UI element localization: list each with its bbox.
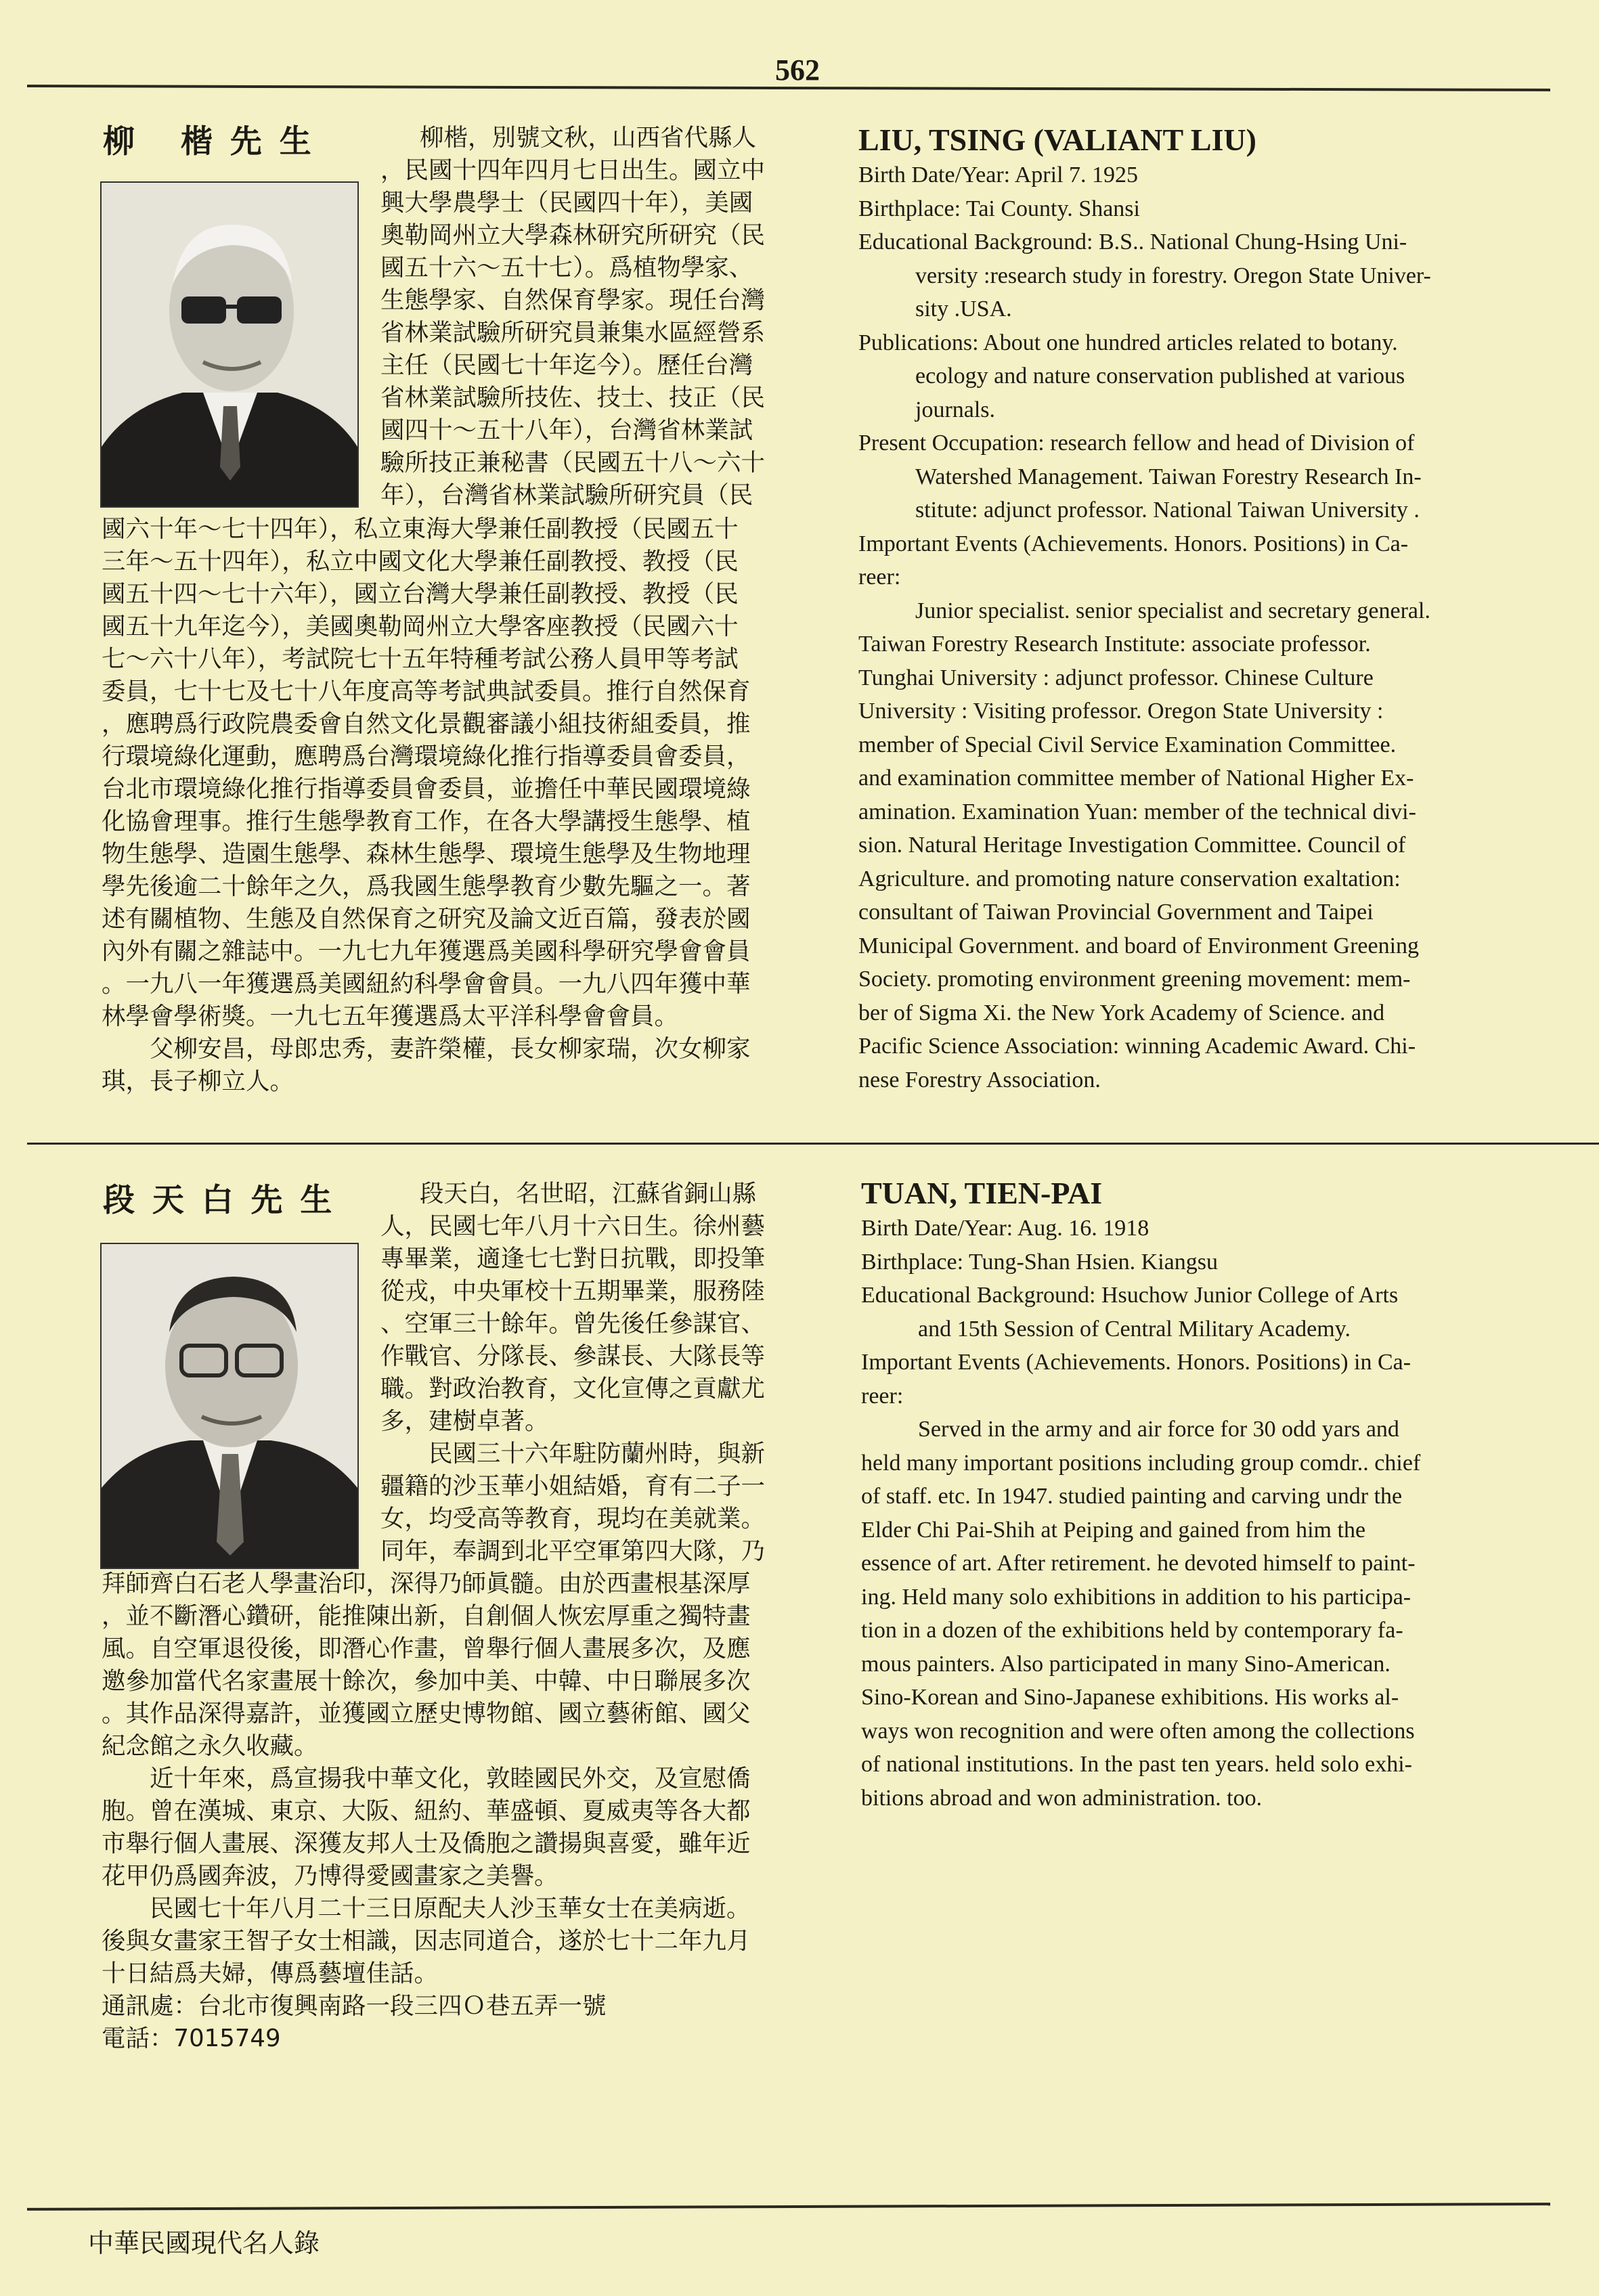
intro-line: 職。對政治教育，文化宣傳之貢獻尤	[380, 1375, 766, 1403]
intro-line: 疆籍的沙玉華小姐結婚，育有二子一	[380, 1472, 766, 1500]
english-detail-line: Tunghai University : adjunct professor. Chinese Culture	[858, 665, 1374, 690]
body-line: 內外有關之雜誌中。一九七九年獲選爲美國科學研究學會會員	[102, 937, 751, 965]
body-line: 述有關植物、生態及自然保育之研究及論文近百篇，發表於國	[102, 905, 751, 933]
intro-line: 奧勒岡州立大學森林研究所研究（民	[380, 221, 766, 249]
body-line: 七～六十八年），考試院七十五年特種考試公務人員甲等考試	[102, 645, 739, 673]
english-detail-line: of national institutions. In the past ten years. held solo exhi-	[861, 1752, 1412, 1777]
english-detail-line: essence of art. After retirement. he devoted himself to paint-	[861, 1551, 1416, 1576]
body-line: 台北市環境綠化推行指導委員會委員，並擔任中華民國環境綠	[102, 775, 751, 803]
intro-line: 生態學家、自然保育學家。現任台灣	[380, 286, 766, 314]
body-line: 拜師齊白石老人學畫治印，深得乃師眞髓。由於西畫根基深厚	[102, 1570, 751, 1597]
portrait-image	[102, 1244, 357, 1568]
page-footer-title: 中華民國現代名人錄	[88, 2228, 320, 2258]
body-line: 。一九八一年獲選爲美國紐約科學會會員。一九八四年獲中華	[102, 970, 751, 998]
family-line: 父柳安昌，母郎忠秀，妻許榮權，長女柳家瑞，次女柳家	[102, 1035, 751, 1063]
entry-2-english-details	[861, 1212, 1420, 1815]
body-line: 邀參加當代名家畫展十餘次，參加中美、中韓、中日聯展多次	[102, 1667, 751, 1695]
english-detail-line: Birth Date/Year: Aug. 16. 1918	[861, 1216, 1149, 1241]
body-line: 三年～五十四年），私立中國文化大學兼任副教授、教授（民	[102, 548, 739, 575]
body-line: 學先後逾二十餘年之久，爲我國生態學教育少數先驅之一。著	[102, 873, 751, 900]
english-detail-line: Educational Background: Hsuchow Junior College of Arts	[861, 1283, 1399, 1308]
english-detail-line: stitute: adjunct professor. National Taiwan University .	[915, 498, 1420, 523]
intro-line: 女，均受高等教育，現均在美就業。	[380, 1505, 766, 1532]
english-detail-line: and 15th Session of Central Military Academy.	[918, 1316, 1351, 1342]
intro-line: 人，民國七年八月十六日生。徐州藝	[380, 1212, 766, 1240]
body-line: 市舉行個人畫展、深獲友邦人士及僑胞之讚揚與喜愛，雖年近	[102, 1830, 751, 1857]
intro-line: 省林業試驗所研究員兼集水區經營系	[380, 319, 766, 347]
english-detail-line: Publications: About one hundred articles related to botany.	[858, 330, 1398, 355]
body-line: 物生態學、造園生態學、森林生態學、環境生態學及生物地理	[102, 840, 751, 868]
body-line: 十日結爲夫婦，傳爲藝壇佳話。	[102, 1960, 439, 1987]
intro-line: 興大學農學士（民國四十年），美國	[380, 189, 753, 217]
english-detail-line: nese Forestry Association.	[858, 1067, 1101, 1092]
entry-1-chinese-name: 柳 楷先生	[103, 123, 329, 160]
english-detail-line: sion. Natural Heritage Investigation Committee. Council of	[858, 833, 1406, 858]
english-detail-line: Society. promoting environment greening movement: mem-	[858, 967, 1411, 992]
body-line: 紀念館之永久收藏。	[102, 1732, 318, 1760]
entry-1-english-details	[858, 158, 1431, 1097]
english-detail-line: Birthplace: Tai County. Shansi	[858, 196, 1140, 221]
english-detail-line: Pacific Science Association: winning Academic Award. Chi-	[858, 1034, 1416, 1059]
english-detail-line: ber of Sigma Xi. the New York Academy of Science. and	[858, 1000, 1385, 1025]
english-detail-line: versity :research study in forestry. Oregon State Univer-	[915, 263, 1431, 288]
english-detail-line: bitions abroad and won administration. too.	[861, 1785, 1263, 1811]
body-line: 後與女畫家王智子女士相識，因志同道合，遂於七十二年九月	[102, 1927, 751, 1955]
entry-2-portrait-photo	[100, 1243, 359, 1569]
english-detail-line: and examination committee member of National Higher Ex-	[858, 766, 1414, 791]
english-detail-line: ecology and nature conservation published at various	[915, 363, 1405, 389]
page-number: 562	[775, 53, 820, 87]
english-detail-line: reer:	[861, 1383, 904, 1409]
intro-line: 段天白，名世昭，江蘇省銅山縣	[420, 1180, 757, 1208]
intro-line: 驗所技正兼秘書（民國五十八～六十	[380, 449, 766, 477]
english-detail-line: journals.	[915, 397, 996, 422]
phone-line: 電話：7015749	[102, 2025, 281, 2052]
english-detail-line: Junior specialist. senior specialist and secretary general.	[915, 598, 1430, 623]
english-detail-line: Birth Date/Year: April 7. 1925	[858, 162, 1139, 187]
english-detail-line: University : Visiting professor. Oregon State University :	[858, 699, 1384, 724]
body-line: 林學會學術獎。一九七五年獲選爲太平洋科學會會員。	[102, 1002, 679, 1030]
bottom-rule	[27, 2203, 1550, 2211]
portrait-image	[102, 183, 357, 506]
english-detail-line: Important Events (Achievements. Honors. Positions) in Ca-	[861, 1350, 1411, 1375]
english-detail-line: Elder Chi Pai-Shih at Peiping and gained from him the	[861, 1517, 1366, 1543]
entry-1-chinese-body	[102, 513, 751, 1098]
address-line: 通訊處：台北市復興南路一段三四Ｏ巷五弄一號	[102, 1992, 607, 2020]
english-detail-line: ing. Held many solo exhibitions in addition to his participa-	[861, 1584, 1411, 1610]
family-line: 琪，長子柳立人。	[102, 1067, 294, 1095]
english-detail-line: Agriculture. and promoting nature conservation exaltation:	[858, 866, 1401, 891]
body-line: ，並不斷潛心鑽研，能推陳出新，自創個人恢宏厚重之獨特畫	[102, 1602, 751, 1630]
body-line: 民國七十年八月二十三日原配夫人沙玉華女士在美病逝。	[102, 1895, 751, 1922]
middle-rule	[27, 1143, 1599, 1145]
intro-line: 國四十～五十八年），台灣省林業試	[380, 416, 753, 444]
entry-1-english-name: LIU, TSING (VALIANT LIU)	[858, 123, 1256, 157]
entry-2-chinese-name: 段天白先生	[103, 1182, 350, 1219]
entry-1-chinese-intro	[380, 122, 766, 512]
entry-2-chinese-body	[102, 1568, 751, 2055]
english-detail-line: reer:	[858, 565, 901, 590]
english-detail-line: Sino-Korean and Sino-Japanese exhibitions. His works al-	[861, 1685, 1399, 1710]
body-line: 風。自空軍退役後，即潛心作畫，曾舉行個人畫展多次，及應	[102, 1635, 751, 1662]
body-line: 化協會理事。推行生態學教育工作，在各大學講授生態學、植	[102, 808, 751, 835]
body-line: 行環境綠化運動，應聘爲台灣環境綠化推行指導委員會委員，	[102, 743, 751, 770]
english-detail-line: sity .USA.	[915, 296, 1012, 322]
body-line: 委員，七十七及七十八年度高等考試典試委員。推行自然保育	[102, 678, 751, 705]
entry-1-portrait-photo	[100, 181, 359, 508]
english-detail-line: of staff. etc. In 1947. studied painting and carving undr the	[861, 1484, 1403, 1509]
english-detail-line: Served in the army and air force for 30 odd yars and	[918, 1417, 1399, 1442]
body-line: 國六十年～七十四年），私立東海大學兼任副教授（民國五十	[102, 515, 739, 543]
intro-line: 國五十六～五十七）。爲植物學家、	[380, 254, 753, 282]
entry-2-chinese-intro	[380, 1178, 766, 1568]
intro-line: 作戰官、分隊長、參謀長、大隊長等	[380, 1342, 766, 1370]
body-line: ，應聘爲行政院農委會自然文化景觀審議小組技術組委員，推	[102, 710, 751, 738]
english-detail-line: Important Events (Achievements. Honors. Positions) in Ca-	[858, 531, 1409, 556]
intro-line: 省林業試驗所技佐、技士、技正（民	[380, 384, 766, 412]
english-detail-line: member of Special Civil Service Examination Committee.	[858, 732, 1397, 757]
intro-line: 民國三十六年駐防蘭州時，與新	[380, 1440, 766, 1467]
intro-line: 柳楷，別號文秋，山西省代縣人	[420, 124, 757, 152]
body-line: 。其作品深得嘉許，並獲國立歷史博物館、國立藝術館、國父	[102, 1700, 751, 1727]
english-detail-line: Municipal Government. and board of Environment Greening	[858, 933, 1420, 958]
english-detail-line: consultant of Taiwan Provincial Government and Taipei	[858, 900, 1374, 925]
body-line: 近十年來，爲宣揚我中華文化，敦睦國民外交，及宣慰僑	[102, 1765, 751, 1792]
intro-line: 年），台灣省林業試驗所研究員（民	[380, 481, 753, 509]
english-detail-line: amination. Examination Yuan: member of the technical divi-	[858, 799, 1416, 824]
intro-line: 、空軍三十餘年。曾先後任參謀官、	[380, 1310, 766, 1338]
english-detail-line: Birthplace: Tung-Shan Hsien. Kiangsu	[861, 1249, 1218, 1275]
entry-2-english-name: TUAN, TIEN-PAI	[861, 1176, 1103, 1210]
intro-line: 從戎，中央軍校十五期畢業，服務陸	[380, 1277, 766, 1305]
english-detail-line: Present Occupation: research fellow and head of Division of	[858, 430, 1415, 456]
body-line: 國五十四～七十六年），國立台灣大學兼任副教授、教授（民	[102, 580, 739, 608]
intro-line: 多，建樹卓著。	[380, 1407, 549, 1435]
english-detail-line: held many important positions including group comdr.. chief	[861, 1450, 1421, 1476]
english-detail-line: Taiwan Forestry Research Institute: associate professor.	[858, 632, 1371, 657]
intro-line: 主任（民國七十年迄今）。歷任台灣	[380, 351, 753, 379]
body-line: 胞。曾在漢城、東京、大阪、紐約、華盛頓、夏威夷等各大都	[102, 1797, 751, 1825]
body-line: 花甲仍爲國奔波，乃博得愛國畫家之美譽。	[102, 1862, 558, 1890]
english-detail-line: Educational Background: B.S.. National Chung-Hsing Uni-	[858, 229, 1407, 255]
intro-line: 同年，奉調到北平空軍第四大隊，乃	[380, 1537, 766, 1565]
english-detail-line: Watershed Management. Taiwan Forestry Research In-	[915, 464, 1422, 489]
english-detail-line: ways won recognition and were often among the collections	[861, 1718, 1415, 1744]
english-detail-line: mous painters. Also participated in many Sino-American.	[861, 1651, 1390, 1677]
intro-line: 專畢業，適逢七七對日抗戰，即投筆	[380, 1245, 766, 1273]
english-detail-line: tion in a dozen of the exhibitions held by contemporary fa-	[861, 1618, 1403, 1643]
body-line: 國五十九年迄今），美國奧勒岡州立大學客座教授（民國六十	[102, 613, 739, 640]
intro-line: ，民國十四年四月七日出生。國立中	[380, 156, 766, 184]
